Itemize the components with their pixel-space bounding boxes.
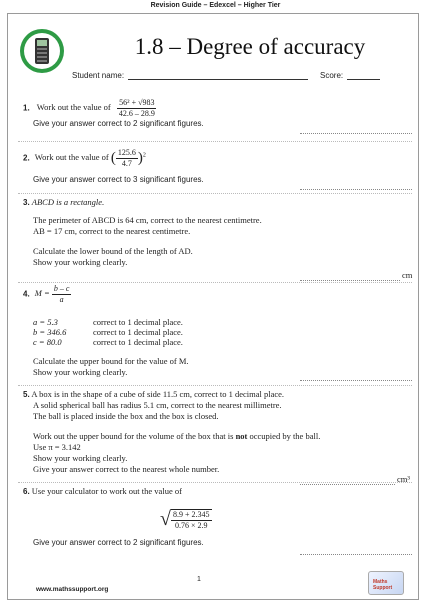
q5-line-5: Use π = 3.142 xyxy=(33,442,81,452)
q1-answer-line[interactable] xyxy=(300,133,412,134)
q6-expression: √ $\frac{8.9 + 2.345}{0.76 \times 2.9}$ xyxy=(160,508,210,530)
q6-instruction: Give your answer correct to 2 significant figures. xyxy=(33,538,204,547)
score-label: Score: xyxy=(320,71,344,80)
header: Revision Guide – Edexcel – Higher Tier xyxy=(150,2,281,9)
q3-answer-line[interactable] xyxy=(300,280,400,281)
q3-line-4: Show your working clearly. xyxy=(33,257,128,267)
page-number: 1 xyxy=(197,576,201,583)
q4-answer-line[interactable] xyxy=(300,380,412,381)
q5-answer-line[interactable] xyxy=(300,484,395,485)
q4-value-b: b = 346.6 correct to 1 decimal place. xyxy=(33,327,183,337)
page-title: 1.8 – Degree of accuracy xyxy=(134,34,366,59)
q4-line-1: Calculate the upper bound for the value of M. xyxy=(33,356,189,366)
student-name-label: Student name: xyxy=(72,71,125,80)
question-2: 2. Work out the value of ( $\frac{125.6}{4.7}$ )$^2$ xyxy=(23,148,146,168)
q1-instruction: Give your answer correct to 2 significant figures. xyxy=(33,119,204,128)
q3-line-1: The perimeter of ABCD is 64 cm, correct to the nearest centimetre. xyxy=(33,215,262,225)
q4-value-a: a = 5.3 correct to 1 decimal place. xyxy=(33,317,183,327)
calculator-logo-icon xyxy=(20,29,64,73)
q5-line-6: Show your working clearly. xyxy=(33,453,128,463)
q3-unit: cm xyxy=(402,270,413,280)
q5-unit: cm³ xyxy=(397,474,410,484)
score-field[interactable] xyxy=(320,71,380,80)
q4-line-2: Show your working clearly. xyxy=(33,367,128,377)
q2-answer-line[interactable] xyxy=(300,189,412,190)
question-3: 3. ABCD is a rectangle. xyxy=(23,197,105,207)
question-1: 1. Work out the value of $\frac{\text{56² + √983}}{42.6 - 28.9}$ xyxy=(23,98,155,118)
student-name-field[interactable] xyxy=(72,71,308,80)
q5-line-2: A solid spherical ball has radius 5.1 cm, correct to the nearest millimetre. xyxy=(33,400,282,410)
q3-line-2: AB = 17 cm, correct to the nearest centimetre. xyxy=(33,226,191,236)
q2-instruction: Give your answer correct to 3 significant figures. xyxy=(33,175,204,184)
maths-support-logo-icon: Maths Support xyxy=(368,571,404,595)
q3-line-3: Calculate the lower bound of the length of AD. xyxy=(33,246,193,256)
question-6: 6. Use your calculator to work out the value of xyxy=(23,486,182,496)
question-4: 4. M = $\frac{b - c}{a}$ xyxy=(23,284,70,304)
q5-line-7: Give your answer correct to the nearest whole number. xyxy=(33,464,220,474)
q5-line-4: Work out the upper bound for the volume of the box that is not occupied by the ball. xyxy=(33,431,321,441)
q5-line-3: The ball is placed inside the box and the box is closed. xyxy=(33,411,219,421)
q4-value-c: c = 80.0 correct to 1 decimal place. xyxy=(33,337,183,347)
q6-answer-line[interactable] xyxy=(300,554,412,555)
footer-url[interactable]: www.mathssupport.org xyxy=(36,586,109,593)
question-5: 5. A box is in the shape of a cube of side 11.5 cm, correct to 1 decimal place. xyxy=(23,389,285,399)
